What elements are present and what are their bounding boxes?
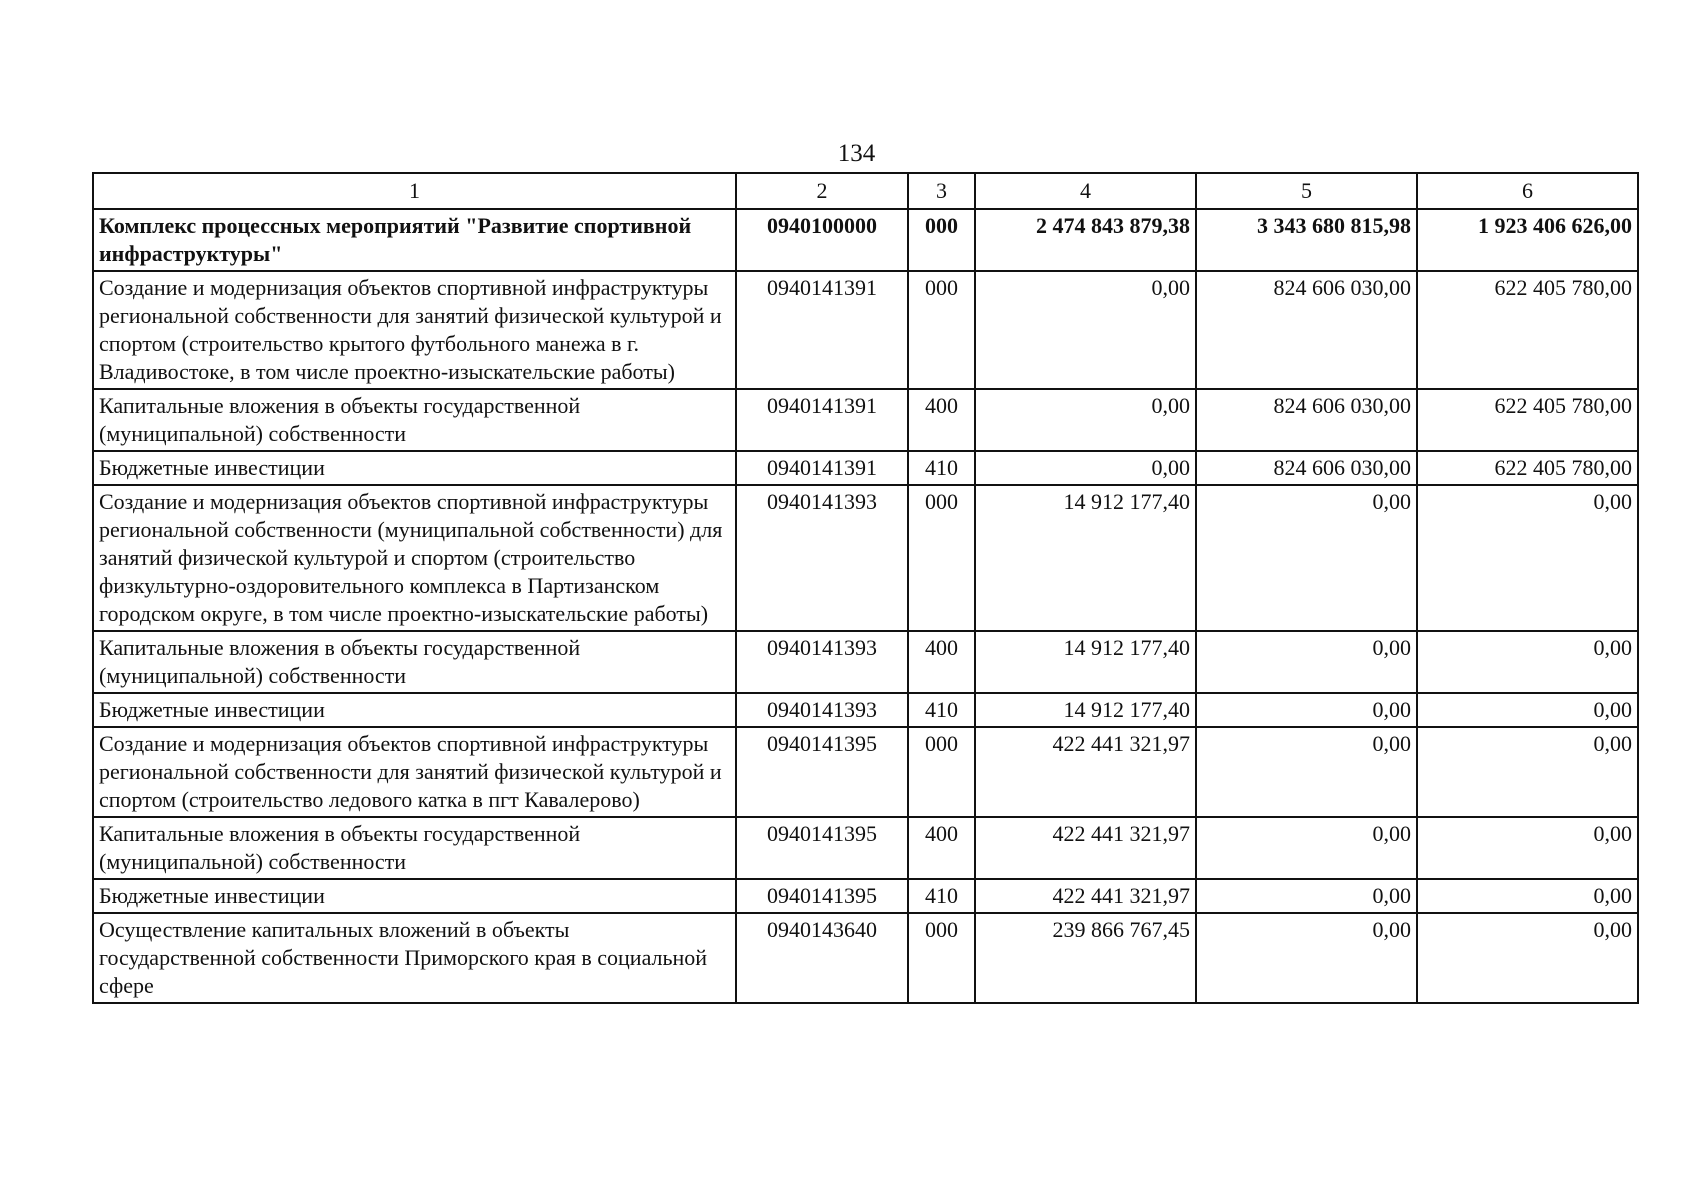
- table-row: [93, 817, 1638, 879]
- target-code-cell: 0940141393: [736, 485, 908, 631]
- table-row: [93, 913, 1638, 1003]
- expense-type-cell: 000: [908, 913, 975, 1003]
- amount-col5-cell: 0,00: [1196, 817, 1417, 879]
- target-code-cell: 0940141395: [736, 817, 908, 879]
- expense-type-cell: 000: [908, 209, 975, 271]
- amount-col6-cell: 622 405 780,00: [1417, 271, 1638, 389]
- amount-col5-cell: 0,00: [1196, 913, 1417, 1003]
- target-code-cell: 0940100000: [736, 209, 908, 271]
- column-number: 5: [1196, 173, 1417, 209]
- amount-col5-cell: 0,00: [1196, 631, 1417, 693]
- amount-col4-cell: 0,00: [975, 271, 1196, 389]
- table-row: [93, 879, 1638, 913]
- amount-col5-cell: 3 343 680 815,98: [1196, 209, 1417, 271]
- amount-col5-cell: 0,00: [1196, 727, 1417, 817]
- amount-col5-cell: 0,00: [1196, 485, 1417, 631]
- amount-col4-cell: 239 866 767,45: [975, 913, 1196, 1003]
- expense-type-cell: 400: [908, 631, 975, 693]
- target-code-cell: 0940141395: [736, 879, 908, 913]
- row-name-cell: Бюджетные инвестиции: [93, 451, 736, 485]
- target-code-cell: 0940143640: [736, 913, 908, 1003]
- expense-type-cell: 410: [908, 451, 975, 485]
- amount-col4-cell: 422 441 321,97: [975, 727, 1196, 817]
- amount-col5-cell: 824 606 030,00: [1196, 451, 1417, 485]
- row-name-cell: Создание и модернизация объектов спортивной инфраструктуры региональной собственности (муниципальной собственности) для занятий физической культурой и спортом (строительство физкультурно-оздоровительного комплекса в Партизанском городском округе, в том числе проектно-изыскательские работы): [93, 485, 736, 631]
- amount-col6-cell: 0,00: [1417, 879, 1638, 913]
- expense-type-cell: 000: [908, 485, 975, 631]
- column-number: 3: [908, 173, 975, 209]
- amount-col4-cell: 422 441 321,97: [975, 817, 1196, 879]
- amount-col6-cell: 0,00: [1417, 913, 1638, 1003]
- amount-col4-cell: 0,00: [975, 389, 1196, 451]
- page-number: 134: [837, 140, 876, 167]
- amount-col6-cell: 0,00: [1417, 817, 1638, 879]
- amount-col4-cell: 14 912 177,40: [975, 485, 1196, 631]
- amount-col4-cell: 14 912 177,40: [975, 693, 1196, 727]
- column-number: 4: [975, 173, 1196, 209]
- amount-col5-cell: 824 606 030,00: [1196, 271, 1417, 389]
- table-row: [93, 209, 1638, 271]
- amount-col5-cell: 0,00: [1196, 879, 1417, 913]
- table-row: [93, 451, 1638, 485]
- table-row: [93, 631, 1638, 693]
- amount-col6-cell: 622 405 780,00: [1417, 389, 1638, 451]
- column-number-row: [93, 173, 1638, 209]
- row-name-cell: Осуществление капитальных вложений в объекты государственной собственности Приморского края в социальной сфере: [93, 913, 736, 1003]
- expense-type-cell: 400: [908, 389, 975, 451]
- amount-col6-cell: 1 923 406 626,00: [1417, 209, 1638, 271]
- amount-col4-cell: 2 474 843 879,38: [975, 209, 1196, 271]
- column-number: 1: [93, 173, 736, 209]
- amount-col4-cell: 422 441 321,97: [975, 879, 1196, 913]
- target-code-cell: 0940141395: [736, 727, 908, 817]
- row-name-cell: Комплекс процессных мероприятий "Развитие спортивной инфраструктуры": [93, 209, 736, 271]
- amount-col6-cell: 622 405 780,00: [1417, 451, 1638, 485]
- row-name-cell: Создание и модернизация объектов спортивной инфраструктуры региональной собственности для занятий физической культурой и спортом (строительство ледового катка в пгт Кавалерово): [93, 727, 736, 817]
- amount-col6-cell: 0,00: [1417, 727, 1638, 817]
- row-name-cell: Бюджетные инвестиции: [93, 879, 736, 913]
- table-row: [93, 727, 1638, 817]
- amount-col5-cell: 0,00: [1196, 693, 1417, 727]
- amount-col6-cell: 0,00: [1417, 693, 1638, 727]
- row-name-cell: Создание и модернизация объектов спортивной инфраструктуры региональной собственности для занятий физической культурой и спортом (строительство крытого футбольного манежа в г. Владивостоке, в том числе проектно-изыскательские работы): [93, 271, 736, 389]
- row-name-cell: Капитальные вложения в объекты государственной (муниципальной) собственности: [93, 389, 736, 451]
- column-number: 6: [1417, 173, 1638, 209]
- amount-col4-cell: 0,00: [975, 451, 1196, 485]
- target-code-cell: 0940141391: [736, 451, 908, 485]
- amount-col4-cell: 14 912 177,40: [975, 631, 1196, 693]
- budget-table-body: [93, 173, 1638, 1003]
- expense-type-cell: 000: [908, 271, 975, 389]
- expense-type-cell: 410: [908, 693, 975, 727]
- expense-type-cell: 000: [908, 727, 975, 817]
- table-row: [93, 693, 1638, 727]
- row-name-cell: Капитальные вложения в объекты государственной (муниципальной) собственности: [93, 817, 736, 879]
- table-row: [93, 485, 1638, 631]
- target-code-cell: 0940141391: [736, 389, 908, 451]
- target-code-cell: 0940141393: [736, 631, 908, 693]
- amount-col6-cell: 0,00: [1417, 631, 1638, 693]
- amount-col5-cell: 824 606 030,00: [1196, 389, 1417, 451]
- expense-type-cell: 400: [908, 817, 975, 879]
- table-row: [93, 271, 1638, 389]
- expense-type-cell: 410: [908, 879, 975, 913]
- target-code-cell: 0940141391: [736, 271, 908, 389]
- amount-col6-cell: 0,00: [1417, 485, 1638, 631]
- row-name-cell: Капитальные вложения в объекты государственной (муниципальной) собственности: [93, 631, 736, 693]
- target-code-cell: 0940141393: [736, 693, 908, 727]
- table-row: [93, 389, 1638, 451]
- column-number: 2: [736, 173, 908, 209]
- row-name-cell: Бюджетные инвестиции: [93, 693, 736, 727]
- budget-table: [92, 172, 1639, 1004]
